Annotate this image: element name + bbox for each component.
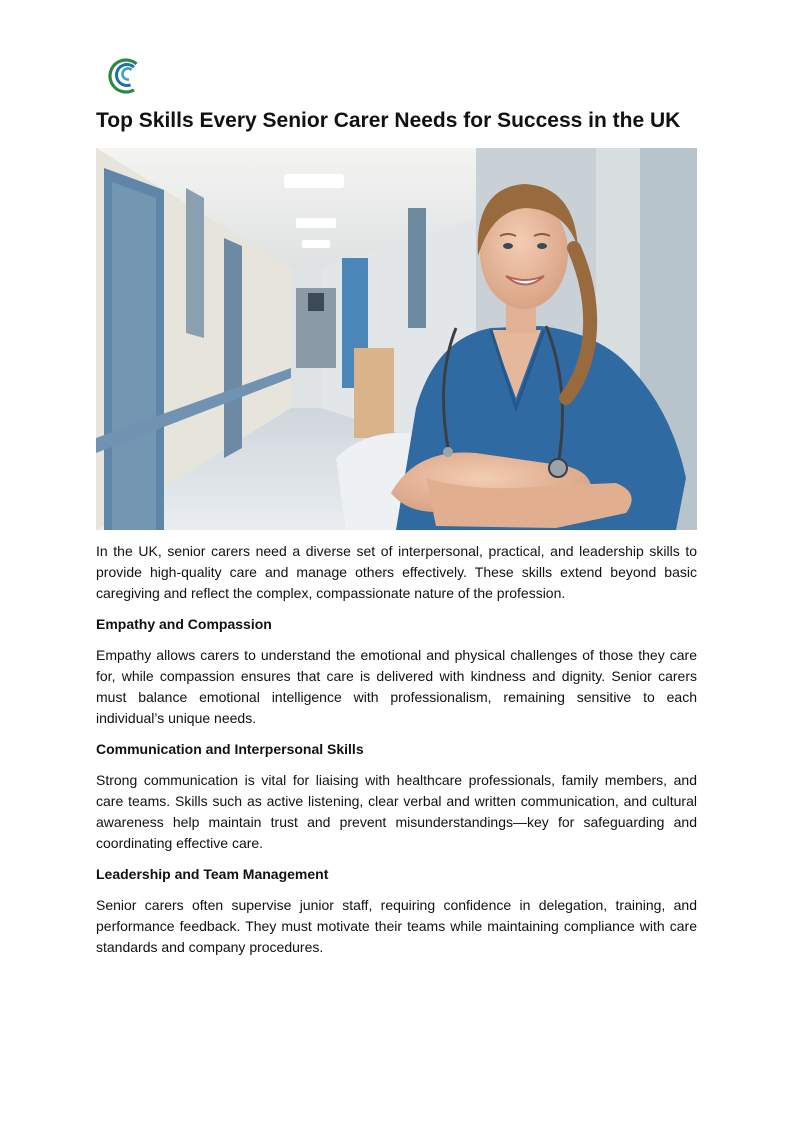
section-body-leadership: Senior carers often supervise junior staff, requiring confidence in delegation, training, and performance feedback. They must motivate their teams while maintaining compliance with care standards and company procedures. — [96, 897, 697, 955]
article-body — [96, 541, 697, 968]
section-body-empathy: Empathy allows carers to understand the emotional and physical challenges of those they care for, while compassion ensures that care is delivered with kindness and dignity. Senior carers must balance emotional intelligence with professionalism, remaining sensitive to each individual’s unique needs. — [96, 647, 697, 726]
section-heading-communication: Communication and Interpersonal Skills — [96, 741, 364, 757]
section-body-communication: Strong communication is vital for liaising with healthcare professionals, family members, and care teams. Skills such as active listening, clear verbal and written communication, and cultural awareness help maintain trust and prevent misunderstandings—key for safeguarding and coordinating effective care. — [96, 772, 697, 851]
section-heading-empathy: Empathy and Compassion — [96, 616, 272, 632]
page-title: Top Skills Every Senior Carer Needs for Success in the UK — [96, 109, 681, 132]
crescent-logo-icon — [106, 56, 146, 96]
nurse-in-hospital-corridor-image — [96, 148, 697, 530]
section-heading-leadership: Leadership and Team Management — [96, 866, 329, 882]
intro-paragraph: In the UK, senior carers need a diverse set of interpersonal, practical, and leadership skills to provide high-quality care and manage others effectively. These skills extend beyond basic caregiving and reflect the complex, compassionate nature of the profession. — [96, 543, 697, 601]
